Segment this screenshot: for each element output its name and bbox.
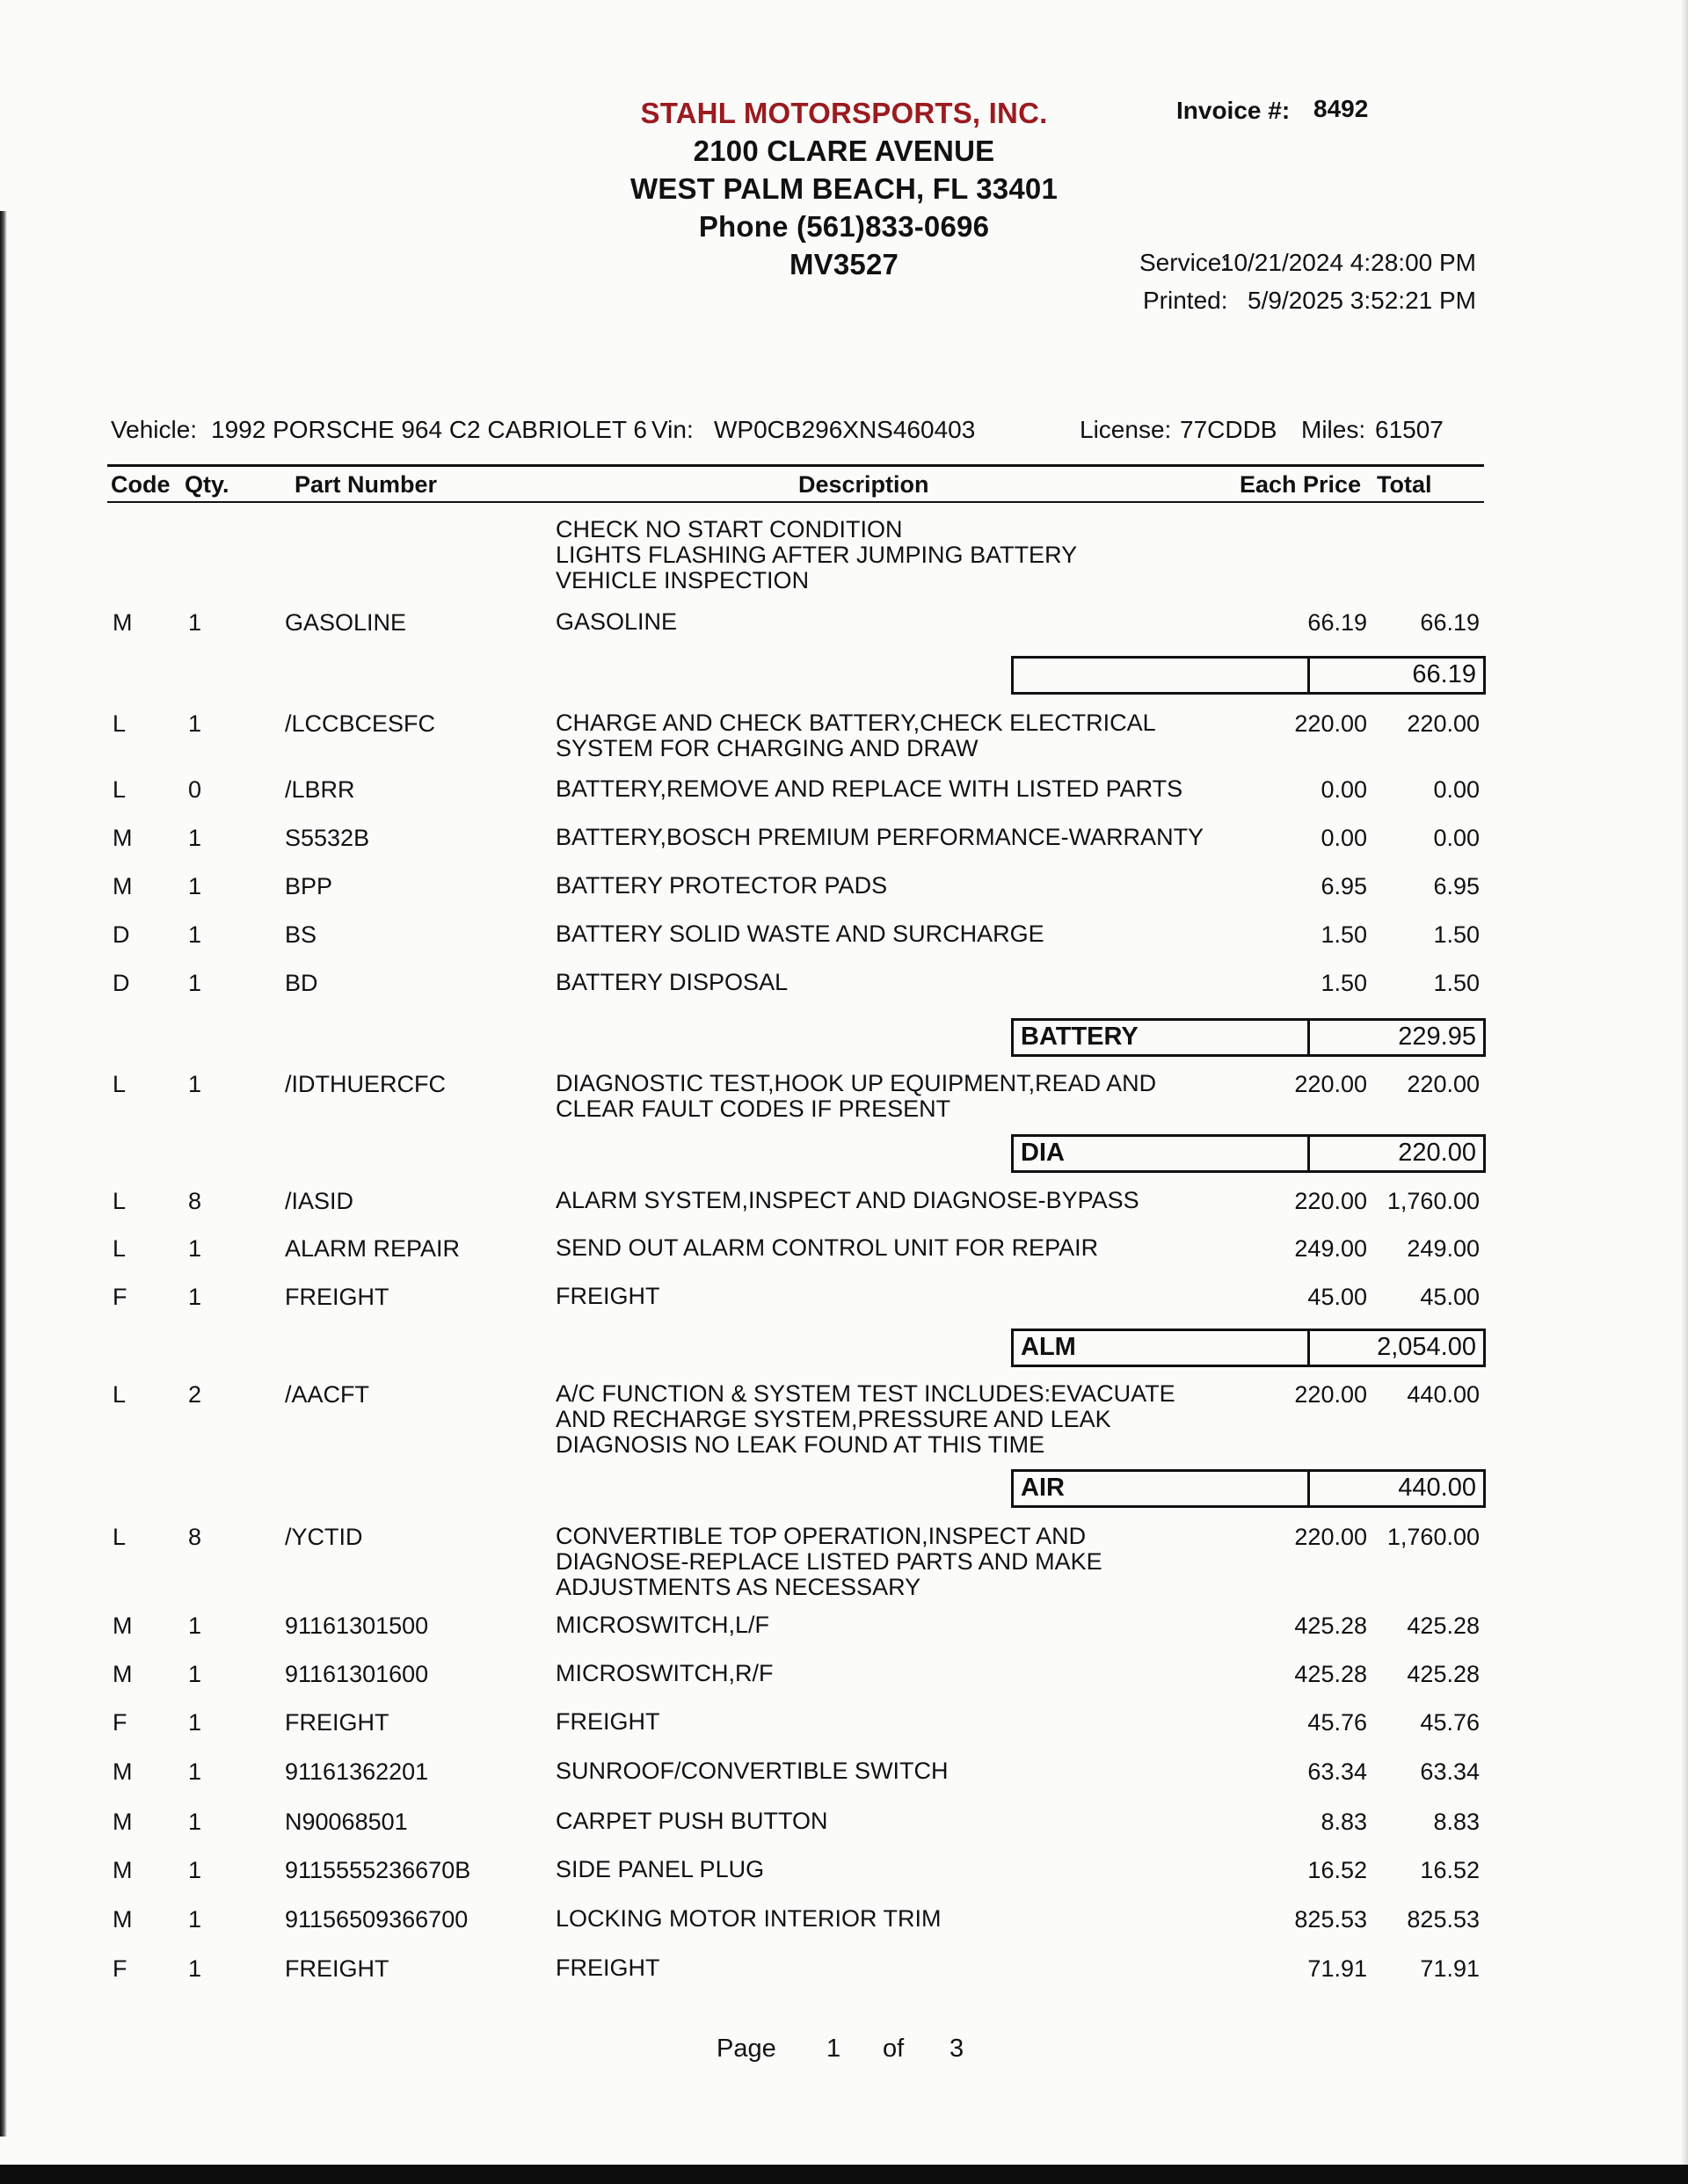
table-row	[0, 776, 1688, 812]
cell-description: CARPET PUSH BUTTON	[556, 1808, 828, 1834]
invoice-number: 8492	[1313, 95, 1369, 122]
subtotal-box: 229.95	[1307, 1018, 1486, 1057]
company-phone: Phone (561)833-0696	[698, 210, 990, 243]
cell-total: 6.95	[1433, 873, 1480, 899]
cell-description: FREIGHT	[556, 1708, 660, 1735]
table-row	[0, 1758, 1688, 1794]
note-line: LIGHTS FLASHING AFTER JUMPING BATTERY	[556, 542, 1078, 568]
subtotal-box: 66.19	[1307, 656, 1486, 695]
company-city: WEST PALM BEACH, FL 33401	[629, 172, 1059, 205]
cell-each-price: 249.00	[1294, 1235, 1367, 1262]
cell-total: 249.00	[1407, 1235, 1480, 1262]
cell-description: BATTERY DISPOSAL	[556, 969, 789, 995]
subtotal-label-box: AIR	[1011, 1469, 1310, 1508]
page-count: 3	[950, 2035, 964, 2063]
cell-part: 91161301600	[285, 1661, 429, 1687]
license-value: 77CDDB	[1180, 416, 1277, 443]
cell-total: 0.00	[1433, 776, 1480, 803]
cell-description: MICROSWITCH,L/F	[556, 1612, 769, 1638]
table-row	[0, 1809, 1688, 1844]
cell-total: 0.00	[1433, 825, 1480, 851]
cell-each-price: 71.91	[1307, 1955, 1367, 1982]
scan-edge-left	[0, 211, 7, 2137]
miles-value: 61507	[1375, 416, 1444, 443]
cell-code: F	[113, 1284, 127, 1310]
cell-part: 9115555236670B	[285, 1857, 471, 1883]
cell-part: GASOLINE	[285, 609, 407, 636]
cell-code: L	[113, 1235, 127, 1262]
cell-code: M	[113, 825, 133, 851]
cell-code: L	[113, 1381, 127, 1408]
cell-code: M	[113, 1857, 133, 1883]
cell-qty: 1	[188, 1857, 202, 1883]
cell-each-price: 1.50	[1321, 921, 1367, 948]
license-label: License:	[1080, 416, 1172, 443]
cell-part: /IDTHUERCFC	[285, 1071, 446, 1097]
cell-total: 1,760.00	[1386, 1524, 1480, 1550]
cell-code: M	[113, 1613, 133, 1639]
table-row	[0, 1235, 1688, 1270]
cell-code: M	[113, 873, 133, 899]
cell-code: L	[113, 1188, 127, 1214]
table-row	[0, 1955, 1688, 1991]
cell-qty: 1	[188, 921, 202, 948]
cell-code: M	[113, 1758, 133, 1785]
service-date: 10/21/2024 4:28:00 PM	[1219, 249, 1476, 276]
cell-qty: 1	[188, 1235, 202, 1262]
cell-code: F	[113, 1709, 127, 1736]
page-number: 1	[826, 2035, 841, 2063]
cell-description: SEND OUT ALARM CONTROL UNIT FOR REPAIR	[556, 1234, 1099, 1261]
cell-description: MICROSWITCH,R/F	[556, 1660, 774, 1686]
cell-qty: 8	[188, 1188, 202, 1214]
cell-part: N90068501	[285, 1809, 408, 1835]
cell-code: F	[113, 1955, 127, 1982]
cell-description: A/C FUNCTION & SYSTEM TEST INCLUDES:EVACUATE AND RECHARGE SYSTEM,PRESSURE AND LEAK DIAGNOSIS NO LEAK FOUND AT THIS TIME	[556, 1380, 1175, 1458]
invoice-label: Invoice #:	[1176, 97, 1291, 124]
cell-qty: 1	[188, 825, 202, 851]
vehicle-value: 1992 PORSCHE 964 C2 CABRIOLET 6	[211, 416, 647, 443]
col-qty: Qty.	[185, 471, 229, 498]
vehicle-label: Vehicle:	[111, 416, 198, 443]
note-line: VEHICLE INSPECTION	[556, 567, 810, 593]
table-row	[0, 710, 1688, 761]
subtotal-label-box: BATTERY	[1011, 1018, 1310, 1057]
cell-total: 45.76	[1420, 1709, 1480, 1736]
cell-code: M	[113, 609, 133, 636]
table-row	[0, 1284, 1688, 1319]
cell-total: 220.00	[1407, 1071, 1480, 1097]
cell-description: BATTERY PROTECTOR PADS	[556, 872, 888, 899]
cell-qty: 1	[188, 1758, 202, 1785]
cell-qty: 1	[188, 873, 202, 899]
cell-description: SUNROOF/CONVERTIBLE SWITCH	[556, 1758, 949, 1784]
table-row	[0, 1661, 1688, 1696]
cell-description: GASOLINE	[556, 608, 678, 635]
table-row	[0, 1709, 1688, 1744]
cell-description: DIAGNOSTIC TEST,HOOK UP EQUIPMENT,READ AND CLEAR FAULT CODES IF PRESENT	[556, 1070, 1157, 1122]
cell-each-price: 66.19	[1307, 609, 1367, 636]
cell-code: L	[113, 776, 127, 803]
cell-each-price: 425.28	[1294, 1613, 1367, 1639]
subtotal-label-box	[1011, 656, 1310, 695]
cell-total: 71.91	[1420, 1955, 1480, 1982]
cell-total: 8.83	[1433, 1809, 1480, 1835]
cell-qty: 1	[188, 1071, 202, 1097]
cell-qty: 1	[188, 1284, 202, 1310]
cell-total: 440.00	[1407, 1381, 1480, 1408]
cell-description: BATTERY,REMOVE AND REPLACE WITH LISTED PARTS	[556, 775, 1183, 802]
cell-part: BD	[285, 970, 318, 996]
scan-edge-bottom	[0, 2165, 1688, 2184]
printed-date: 5/9/2025 3:52:21 PM	[1248, 287, 1476, 314]
cell-total: 1.50	[1433, 970, 1480, 996]
cell-description: FREIGHT	[556, 1955, 660, 1981]
table-row	[0, 1188, 1688, 1223]
cell-qty: 1	[188, 1709, 202, 1736]
subtotal-box: 220.00	[1307, 1134, 1486, 1173]
cell-part: /AACFT	[285, 1381, 370, 1408]
cell-code: D	[113, 921, 130, 948]
cell-part: /LBRR	[285, 776, 355, 803]
cell-each-price: 220.00	[1294, 710, 1367, 737]
cell-qty: 1	[188, 1613, 202, 1639]
vin-label: Vin:	[651, 416, 694, 443]
subtotal-label-box: DIA	[1011, 1134, 1310, 1173]
subtotal-box: 440.00	[1307, 1469, 1486, 1508]
cell-part: FREIGHT	[285, 1955, 389, 1982]
cell-each-price: 220.00	[1294, 1188, 1367, 1214]
cell-each-price: 220.00	[1294, 1381, 1367, 1408]
table-row	[0, 1906, 1688, 1941]
table-row	[0, 873, 1688, 908]
cell-each-price: 45.00	[1307, 1284, 1367, 1310]
cell-code: L	[113, 1524, 127, 1550]
cell-part: BPP	[285, 873, 333, 899]
cell-code: M	[113, 1661, 133, 1687]
table-row	[0, 609, 1688, 644]
cell-each-price: 1.50	[1321, 970, 1367, 996]
header-rule-top	[107, 464, 1484, 467]
cell-code: L	[113, 710, 127, 737]
cell-qty: 1	[188, 1661, 202, 1687]
cell-total: 425.28	[1407, 1661, 1480, 1687]
cell-each-price: 825.53	[1294, 1906, 1367, 1933]
cell-each-price: 220.00	[1294, 1524, 1367, 1550]
company-address: 2100 CLARE AVENUE	[693, 135, 995, 167]
table-row	[0, 1380, 1688, 1458]
cell-total: 425.28	[1407, 1613, 1480, 1639]
cell-description: CHARGE AND CHECK BATTERY,CHECK ELECTRICAL SYSTEM FOR CHARGING AND DRAW	[556, 710, 1155, 761]
cell-qty: 1	[188, 710, 202, 737]
note-line: CHECK NO START CONDITION	[556, 516, 903, 542]
service-label: Service:	[1139, 249, 1229, 276]
table-row	[0, 1523, 1688, 1600]
cell-description: SIDE PANEL PLUG	[556, 1856, 765, 1882]
cell-total: 16.52	[1420, 1857, 1480, 1883]
miles-label: Miles:	[1301, 416, 1366, 443]
cell-qty: 8	[188, 1524, 202, 1550]
cell-part: 91161362201	[285, 1758, 429, 1785]
cell-description: FREIGHT	[556, 1283, 660, 1309]
subtotal-box: 2,054.00	[1307, 1329, 1486, 1367]
printed-label: Printed:	[1143, 287, 1228, 314]
col-code: Code	[111, 471, 171, 498]
table-row	[0, 1070, 1688, 1122]
col-part: Part Number	[295, 471, 438, 498]
cell-each-price: 425.28	[1294, 1661, 1367, 1687]
company-name: STAHL MOTORSPORTS, INC.	[640, 97, 1048, 129]
cell-part: BS	[285, 921, 317, 948]
cell-each-price: 0.00	[1321, 776, 1367, 803]
page-of-label: of	[883, 2035, 905, 2063]
cell-each-price: 220.00	[1294, 1071, 1367, 1097]
cell-each-price: 0.00	[1321, 825, 1367, 851]
cell-qty: 1	[188, 609, 202, 636]
cell-part: FREIGHT	[285, 1284, 389, 1310]
cell-part: 91156509366700	[285, 1906, 469, 1933]
cell-description: ALARM SYSTEM,INSPECT AND DIAGNOSE-BYPASS	[556, 1187, 1139, 1213]
cell-each-price: 16.52	[1307, 1857, 1367, 1883]
page-label: Page	[717, 2035, 776, 2063]
cell-code: M	[113, 1809, 133, 1835]
cell-total: 1,760.00	[1386, 1188, 1480, 1214]
col-total: Total	[1377, 471, 1432, 498]
cell-code: D	[113, 970, 130, 996]
header-rule-bottom	[107, 501, 1484, 503]
cell-qty: 1	[188, 1906, 202, 1933]
cell-total: 66.19	[1420, 609, 1480, 636]
col-each-price: Each Price	[1240, 471, 1362, 498]
cell-part: S5532B	[285, 825, 370, 851]
cell-each-price: 6.95	[1321, 873, 1367, 899]
cell-part: ALARM REPAIR	[285, 1235, 461, 1262]
table-row	[0, 1857, 1688, 1892]
cell-each-price: 8.83	[1321, 1809, 1367, 1835]
cell-total: 63.34	[1420, 1758, 1480, 1785]
cell-each-price: 63.34	[1307, 1758, 1367, 1785]
cell-description: BATTERY,BOSCH PREMIUM PERFORMANCE-WARRANTY	[556, 824, 1204, 850]
cell-part: FREIGHT	[285, 1709, 389, 1736]
cell-total: 825.53	[1407, 1906, 1480, 1933]
cell-qty: 2	[188, 1381, 202, 1408]
cell-qty: 1	[188, 1955, 202, 1982]
cell-part: /YCTID	[285, 1524, 363, 1550]
cell-description: CONVERTIBLE TOP OPERATION,INSPECT AND DIAGNOSE-REPLACE LISTED PARTS AND MAKE ADJUSTMENTS AS NECESSARY	[556, 1523, 1102, 1600]
table-row	[0, 1613, 1688, 1648]
cell-total: 45.00	[1420, 1284, 1480, 1310]
cell-total: 220.00	[1407, 710, 1480, 737]
cell-qty: 0	[188, 776, 202, 803]
table-row	[0, 825, 1688, 860]
vin-value: WP0CB296XNS460403	[714, 416, 976, 443]
cell-code: L	[113, 1071, 127, 1097]
cell-total: 1.50	[1433, 921, 1480, 948]
table-row	[0, 921, 1688, 957]
cell-part: /IASID	[285, 1188, 354, 1214]
cell-qty: 1	[188, 1809, 202, 1835]
company-mv: MV3527	[789, 248, 899, 280]
subtotal-label-box: ALM	[1011, 1329, 1310, 1367]
table-row	[0, 970, 1688, 1005]
cell-qty: 1	[188, 970, 202, 996]
col-description: Description	[798, 471, 929, 498]
cell-each-price: 45.76	[1307, 1709, 1367, 1736]
cell-description: BATTERY SOLID WASTE AND SURCHARGE	[556, 921, 1044, 947]
cell-part: 91161301500	[285, 1613, 429, 1639]
cell-code: M	[113, 1906, 133, 1933]
cell-part: /LCCBCESFC	[285, 710, 436, 737]
cell-description: LOCKING MOTOR INTERIOR TRIM	[556, 1905, 942, 1932]
